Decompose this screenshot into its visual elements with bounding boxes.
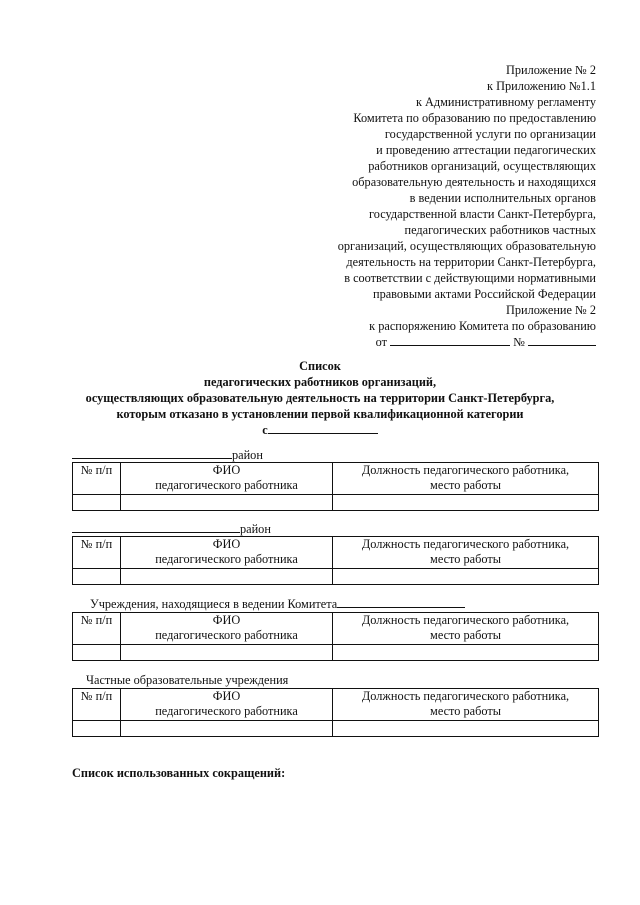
table-row (73, 645, 599, 661)
col-header-position (333, 463, 599, 495)
col-header-fio-line2: педагогического работника (155, 704, 298, 718)
section-label: район (240, 522, 271, 536)
col-header-number: № п/п (73, 463, 121, 495)
title-line: которым отказано в установлении первой квалификационной категории (116, 407, 524, 421)
appendix-line: и проведению аттестации педагогических (376, 143, 596, 157)
cell-fio[interactable] (121, 721, 333, 737)
appendix-line: государственной власти Санкт-Петербурга, (369, 207, 596, 221)
title-line: педагогических работников организаций, (203, 375, 437, 389)
col-header-fio-line1: ФИО (212, 463, 241, 477)
title-line: Список (299, 359, 341, 373)
appendix-line: в соответствии с действующими нормативными (344, 271, 596, 285)
appendix-line: к Приложению №1.1 (487, 79, 596, 93)
title-date-blank[interactable] (268, 423, 378, 434)
appendix-line: правовыми актами Российской Федерации (372, 287, 596, 301)
col-header-fio (121, 537, 333, 569)
section-private-institutions (72, 672, 598, 737)
appendix-line: Комитета по образованию по предоставлению (353, 111, 596, 125)
title-date-prefix: с (262, 423, 268, 437)
appendix-line: работников организаций, осуществляющих (368, 159, 596, 173)
order-reference-title: Приложение № 2 (505, 303, 596, 317)
col-header-position-line1: Должность педагогического работника, (361, 689, 570, 703)
title-line: осуществляющих образовательную деятельность на территории Санкт-Петербурга, (85, 391, 555, 405)
col-header-position (333, 613, 599, 645)
cell-position[interactable] (333, 721, 599, 737)
section-label: Частные образовательные учреждения (86, 673, 289, 687)
col-header-position-line2: место работы (430, 704, 501, 718)
table-row (73, 721, 599, 737)
order-number-label: № (513, 335, 525, 349)
appendix-line: государственной услуги по организации (384, 127, 596, 141)
cell-number[interactable] (73, 495, 121, 511)
col-header-fio (121, 613, 333, 645)
cell-position[interactable] (333, 569, 599, 585)
col-header-fio-line1: ФИО (212, 689, 241, 703)
col-header-position-line1: Должность педагогического работника, (361, 537, 570, 551)
order-reference (276, 302, 596, 350)
appendix-line: деятельность на территории Санкт-Петербурга, (346, 255, 596, 269)
section-label: Учреждения, находящиеся в ведении Комитета (90, 597, 338, 611)
col-header-number: № п/п (73, 537, 121, 569)
appendix-line: образовательную деятельность и находящихся (352, 175, 596, 189)
cell-number[interactable] (73, 721, 121, 737)
appendix-line: к Административному регламенту (415, 95, 596, 109)
col-header-fio-line2: педагогического работника (155, 628, 298, 642)
section-label: район (232, 448, 263, 462)
table-row (73, 569, 599, 585)
district-name-blank[interactable] (72, 446, 232, 459)
cell-position[interactable] (333, 645, 599, 661)
order-date-label: от (375, 335, 388, 349)
district-name-blank[interactable] (72, 520, 240, 533)
appendix-line: Приложение № 2 (505, 63, 596, 77)
col-header-fio-line2: педагогического работника (155, 478, 298, 492)
staff-table (72, 462, 599, 511)
section-label-blank[interactable] (337, 597, 465, 608)
cell-fio[interactable] (121, 495, 333, 511)
col-header-fio-line2: педагогического работника (155, 552, 298, 566)
col-header-position-line2: место работы (430, 552, 501, 566)
section-label-row (72, 520, 598, 536)
col-header-fio-line1: ФИО (212, 537, 241, 551)
col-header-fio (121, 463, 333, 495)
col-header-number: № п/п (73, 689, 121, 721)
col-header-number: № п/п (73, 613, 121, 645)
table-header-row (73, 463, 599, 495)
cell-position[interactable] (333, 495, 599, 511)
section-label-row (72, 596, 598, 612)
staff-table (72, 688, 599, 737)
section-committee-institutions (72, 596, 598, 661)
table-header-row (73, 537, 599, 569)
appendix-line: педагогических работников частных (404, 223, 596, 237)
section-label-row (72, 446, 598, 462)
cell-number[interactable] (73, 569, 121, 585)
order-date-number-line (276, 334, 596, 350)
appendix-line: организаций, осуществляющих образовательную (337, 239, 596, 253)
col-header-fio-line1: ФИО (212, 613, 241, 627)
table-row (73, 495, 599, 511)
col-header-position-line2: место работы (430, 628, 501, 642)
appendix-line: в ведении исполнительных органов (409, 191, 596, 205)
cell-fio[interactable] (121, 569, 333, 585)
table-header-row (73, 613, 599, 645)
document-title (40, 358, 600, 438)
title-date-line (40, 422, 600, 438)
staff-table (72, 536, 599, 585)
section-district-1 (72, 446, 598, 511)
col-header-position (333, 537, 599, 569)
section-district-2 (72, 520, 598, 585)
cell-fio[interactable] (121, 645, 333, 661)
col-header-position-line2: место работы (430, 478, 501, 492)
order-number-blank[interactable] (528, 335, 596, 346)
col-header-position (333, 689, 599, 721)
order-reference-line: к распоряжению Комитета по образованию (369, 319, 596, 333)
col-header-position-line1: Должность педагогического работника, (361, 613, 570, 627)
cell-number[interactable] (73, 645, 121, 661)
appendix-header (296, 62, 596, 302)
col-header-fio (121, 689, 333, 721)
col-header-position-line1: Должность педагогического работника, (361, 463, 570, 477)
order-date-blank[interactable] (390, 335, 510, 346)
table-header-row (73, 689, 599, 721)
staff-table (72, 612, 599, 661)
section-label-row (72, 672, 598, 688)
abbreviations-heading: Список использованных сокращений: (72, 766, 286, 780)
